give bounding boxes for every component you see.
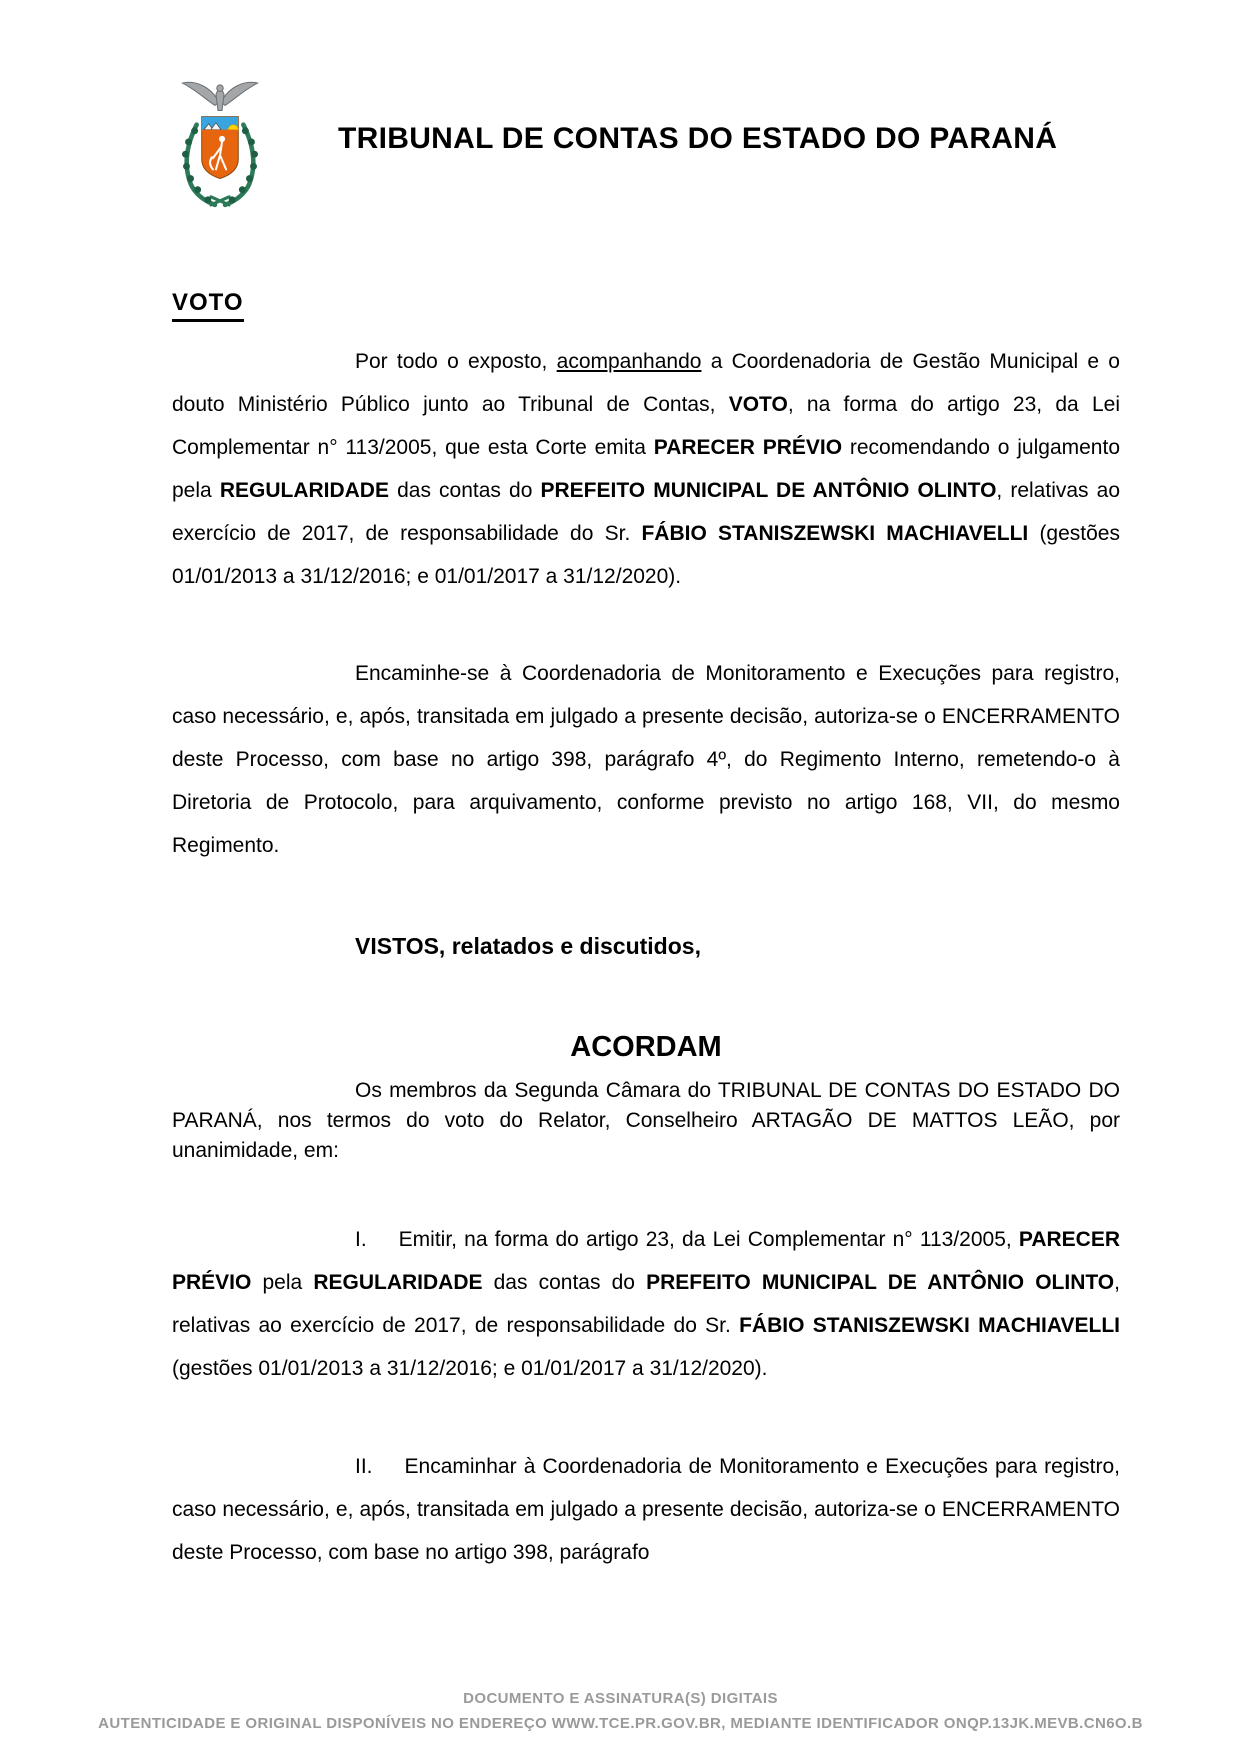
footer-line-1: DOCUMENTO E ASSINATURA(S) DIGITAIS bbox=[463, 1690, 778, 1707]
text-run: Encaminhar à Coordenadoria de Monitoramento e Execuções para registro, caso necessário, e, após, transitada em julgado a presente decisão, autoriza-se o ENCERRAMENTO deste Processo, com base no artigo 398, parágrafo bbox=[172, 1455, 1120, 1564]
text-run: , relativas ao exercício de 2017, de responsabilidade do Sr. bbox=[172, 1271, 1120, 1337]
text-run: Por todo o exposto, bbox=[355, 350, 557, 373]
text-run-bold: VOTO bbox=[728, 393, 788, 416]
text-run: pela bbox=[251, 1271, 314, 1294]
text-run-underline: acompanhando bbox=[556, 350, 702, 373]
text-run-bold: PARECER PRÉVIO bbox=[172, 1228, 1120, 1294]
parana-coat-of-arms-icon bbox=[174, 78, 266, 210]
voto-heading bbox=[172, 289, 1120, 322]
item-marker: I. bbox=[355, 1228, 367, 1251]
vistos-line: VISTOS, relatados e discutidos, bbox=[355, 933, 701, 959]
text-run: , relativas ao exercício de 2017, de responsabilidade do Sr. bbox=[172, 479, 1120, 545]
text-run-bold: PARECER PRÉVIO bbox=[653, 436, 843, 459]
acordam-heading: ACORDAM bbox=[570, 1031, 722, 1063]
text-run: das contas do bbox=[388, 479, 541, 502]
digital-signature-footer bbox=[0, 1686, 1241, 1736]
text-run-bold: FÁBIO STANISZEWSKI MACHIAVELLI bbox=[739, 1314, 1121, 1337]
paragraph-voto-2: Encaminhe-se à Coordenadoria de Monitoramento e Execuções para registro, caso necessário, e, após, transitada em julgado a presente decisão, autoriza-se o ENCERRAMENTO deste Processo, com base no artigo 398, parágrafo 4º, do Regimento Interno, remetendo-o à Diretoria de Protocolo, para arquivamento, conforme previsto no artigo 168, VII, do mesmo Regimento. bbox=[172, 662, 1120, 857]
text-run: , na forma do artigo 23, da Lei Complementar n° 113/2005, que esta Corte emita bbox=[172, 393, 1120, 459]
text-run: (gestões 01/01/2013 a 31/12/2016; e 01/01/2017 a 31/12/2020). bbox=[172, 1357, 768, 1380]
paragraph-voto-1 bbox=[172, 340, 1120, 598]
text-run-bold: REGULARIDADE bbox=[219, 479, 389, 502]
text-run: das contas do bbox=[482, 1271, 647, 1294]
footer-line-2: AUTENTICIDADE E ORIGINAL DISPONÍVEIS NO ENDEREÇO WWW.TCE.PR.GOV.BR, MEDIANTE IDENTIFICADOR ONQP.13JK.MEVB.CN6O.B bbox=[98, 1715, 1143, 1732]
paragraph-acordam-intro: Os membros da Segunda Câmara do TRIBUNAL DE CONTAS DO ESTADO DO PARANÁ, nos termos do voto do Relator, Conselheiro ARTAGÃO DE MATTOS LEÃO, por unanimidade, em: bbox=[172, 1079, 1120, 1162]
text-run-bold: FÁBIO STANISZEWSKI MACHIAVELLI bbox=[641, 522, 1029, 545]
text-run-bold: PREFEITO MUNICIPAL DE ANTÔNIO OLINTO bbox=[646, 1271, 1115, 1294]
text-run: a Coordenadoria de Gestão Municipal e o douto Ministério Público junto ao Tribunal de Contas, bbox=[172, 350, 1120, 416]
item-marker: II. bbox=[355, 1455, 373, 1478]
decision-item-2 bbox=[172, 1445, 1120, 1574]
decision-item-1 bbox=[172, 1218, 1120, 1390]
voto-heading-text: VOTO bbox=[172, 289, 244, 322]
text-run-bold: PREFEITO MUNICIPAL DE ANTÔNIO OLINTO bbox=[540, 479, 997, 502]
text-run: Emitir, na forma do artigo 23, da Lei Complementar n° 113/2005, bbox=[398, 1228, 1019, 1251]
text-run: recomendando o julgamento pela bbox=[172, 436, 1121, 502]
text-run: (gestões 01/01/2013 a 31/12/2016; e 01/01/2017 a 31/12/2020). bbox=[172, 522, 1120, 588]
page-title: TRIBUNAL DE CONTAS DO ESTADO DO PARANÁ bbox=[338, 122, 1058, 155]
text-run-bold: REGULARIDADE bbox=[313, 1271, 483, 1294]
